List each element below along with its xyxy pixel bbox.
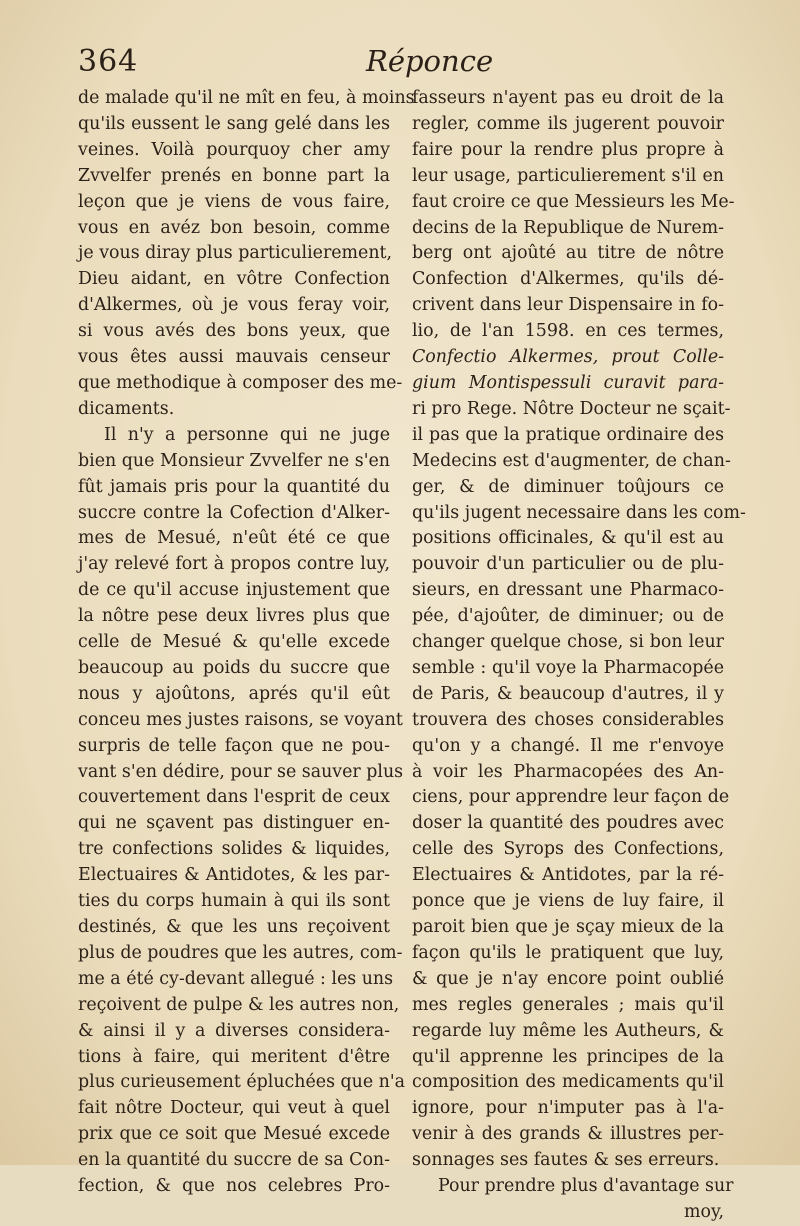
text-line: ciens, pour apprendre leur façon de	[412, 787, 730, 808]
text-line: sieurs, en dressant une Pharmaco-	[412, 580, 724, 601]
left-text-column	[78, 86, 415, 1200]
text-line: ri pro Rege. Nôtre Docteur ne sçait-	[412, 398, 731, 419]
text-line: & que je n'ay encore point oublié	[412, 968, 724, 989]
text-line: de Paris, & beaucoup d'autres, il y	[412, 683, 724, 704]
text-line: ponce que je viens de luy faire, il	[412, 891, 724, 912]
running-title: Réponce	[366, 44, 494, 78]
text-line: vous êtes aussi mauvais censeur	[78, 347, 390, 368]
text-line: ties du corps humain à qui ils sont	[78, 891, 390, 912]
text-line: pée, d'ajoûter, de diminuer; ou de	[412, 606, 724, 627]
text-line: qu'il apprenne les principes de la	[412, 1046, 724, 1067]
text-line: reçoivent de pulpe & les autres non,	[78, 994, 400, 1015]
text-line: crivent dans leur Dispensaire in fo-	[412, 295, 724, 316]
text-line: Dieu aidant, en vôtre Confection	[78, 269, 390, 290]
text-line: fût jamais pris pour la quantité du	[78, 476, 390, 497]
text-line: plus de poudres que les autres, com-	[78, 942, 403, 963]
text-line: Zvvelfer prenés en bonne part la	[78, 165, 390, 186]
text-line: surpris de telle façon que ne pou-	[78, 735, 390, 756]
text-line: Electuaires & Antidotes, par la ré-	[412, 865, 724, 886]
text-line: ger, & de diminuer toûjours ce	[412, 476, 724, 497]
text-line: qu'on y a changé. Il me r'envoye	[412, 735, 724, 756]
right-text-column	[412, 86, 746, 1226]
text-line: vant s'en dédire, pour se sauver plus	[78, 761, 404, 782]
text-line: de ce qu'il accuse injustement que	[78, 580, 390, 601]
text-line: faut croire ce que Messieurs les Me-	[412, 191, 735, 212]
text-line: Confectio Alkermes, prout Colle-	[412, 347, 724, 368]
text-line: couvertement dans l'esprit de ceux	[78, 787, 390, 808]
text-line: Medecins est d'augmenter, de chan-	[412, 450, 731, 471]
text-line: paroit bien que je sçay mieux de la	[412, 917, 724, 937]
text-line: mes de Mesué, n'eût été ce que	[78, 528, 390, 549]
text-line: veines. Voilà pourquoy cher amy	[78, 139, 390, 160]
text-line: fasseurs n'ayent pas eu droit de la	[412, 88, 724, 108]
text-line: Confection d'Alkermes, qu'ils dé-	[412, 269, 724, 290]
text-line: Pour prendre plus d'avantage sur	[438, 1176, 734, 1197]
text-line: sonnages ses fautes & ses erreurs.	[412, 1150, 720, 1171]
text-line: celle de Mesué & qu'elle excede	[78, 632, 390, 653]
text-line: à voir les Pharmacopées des An-	[412, 761, 724, 782]
text-line: trouvera des choses considerables	[412, 709, 724, 730]
text-line: positions officinales, & qu'il est au	[412, 528, 724, 549]
text-line: tre confections solides & liquides,	[78, 839, 390, 860]
text-line: dicaments.	[78, 398, 175, 419]
text-line: conceu mes justes raisons, se voyant	[78, 709, 403, 730]
text-line: pouvoir d'un particulier ou de plu-	[412, 554, 724, 575]
text-line: me a été cy-devant allegué : les uns	[78, 968, 394, 989]
text-line: fection, & que nos celebres Pro-	[78, 1176, 390, 1197]
text-line: que methodique à composer des me-	[78, 372, 403, 393]
text-line: decins de la Republique de Nurem-	[412, 217, 724, 238]
text-line: semble : qu'il voye la Pharmacopée	[412, 657, 724, 678]
text-line: destinés, & que les uns reçoivent	[78, 917, 390, 937]
text-line: succre contre la Cofection d'Alker-	[78, 502, 390, 523]
text-line: lio, de l'an 1598. en ces termes,	[412, 321, 724, 342]
text-line: plus curieusement épluchées que n'a	[78, 1072, 406, 1093]
text-line: mes regles generales ; mais qu'il	[412, 994, 724, 1015]
text-line: si vous avés des bons yeux, que	[78, 321, 390, 342]
text-line: composition des medicaments qu'il	[412, 1072, 724, 1093]
text-line: berg ont ajoûté au titre de nôtre	[412, 243, 724, 264]
page-header	[78, 44, 724, 84]
text-line: Electuaires & Antidotes, & les par-	[78, 865, 390, 886]
text-line: vous en avéz bon besoin, comme	[78, 217, 390, 238]
text-line: de malade qu'il ne mît en feu, à moins	[78, 88, 415, 108]
text-line: je vous diray plus particulierement,	[78, 243, 393, 264]
text-line: gium Montispessuli curavit para-	[412, 372, 724, 393]
text-line: & ainsi il y a diverses considera-	[78, 1020, 390, 1041]
text-line: faire pour la rendre plus propre à	[412, 139, 724, 160]
text-line: Il n'y a personne qui ne juge	[104, 424, 390, 445]
text-line: il pas que la pratique ordinaire des	[412, 424, 724, 445]
text-line: moy,	[683, 1201, 724, 1222]
text-line: venir à des grands & illustres per-	[412, 1124, 724, 1145]
text-line: beaucoup au poids du succre que	[78, 657, 390, 678]
text-line: changer quelque chose, si bon leur	[412, 632, 724, 653]
text-line: nous y ajoûtons, aprés qu'il eût	[78, 683, 390, 704]
text-line: regarde luy même les Autheurs, &	[412, 1020, 724, 1041]
text-line: leçon que je viens de vous faire,	[78, 191, 390, 212]
text-line: qu'ils eussent le sang gelé dans les	[78, 113, 390, 134]
text-line: doser la quantité des poudres avec	[412, 813, 724, 834]
text-line: j'ay relevé fort à propos contre luy,	[78, 554, 390, 575]
text-line: ignore, pour n'imputer pas à l'a-	[412, 1098, 724, 1119]
page-number: 364	[78, 44, 139, 79]
text-line: prix que ce soit que Mesué excede	[78, 1124, 390, 1145]
text-line: d'Alkermes, où je vous feray voir,	[78, 295, 390, 316]
text-line: qu'ils jugent necessaire dans les com-	[412, 502, 746, 523]
text-line: leur usage, particulierement s'il en	[412, 165, 724, 186]
text-line: tions à faire, qui meritent d'être	[78, 1046, 390, 1067]
text-line: qui ne sçavent pas distinguer en-	[78, 813, 390, 834]
text-line: façon qu'ils le pratiquent que luy,	[412, 942, 724, 963]
text-line: en la quantité du succre de sa Con-	[78, 1150, 390, 1171]
text-line: la nôtre pese deux livres plus que	[78, 606, 390, 627]
text-line: regler, comme ils jugerent pouvoir	[412, 113, 724, 134]
text-line: celle des Syrops des Confections,	[412, 839, 724, 860]
text-line: bien que Monsieur Zvvelfer ne s'en	[78, 450, 390, 471]
text-line: fait nôtre Docteur, qui veut à quel	[78, 1098, 390, 1119]
